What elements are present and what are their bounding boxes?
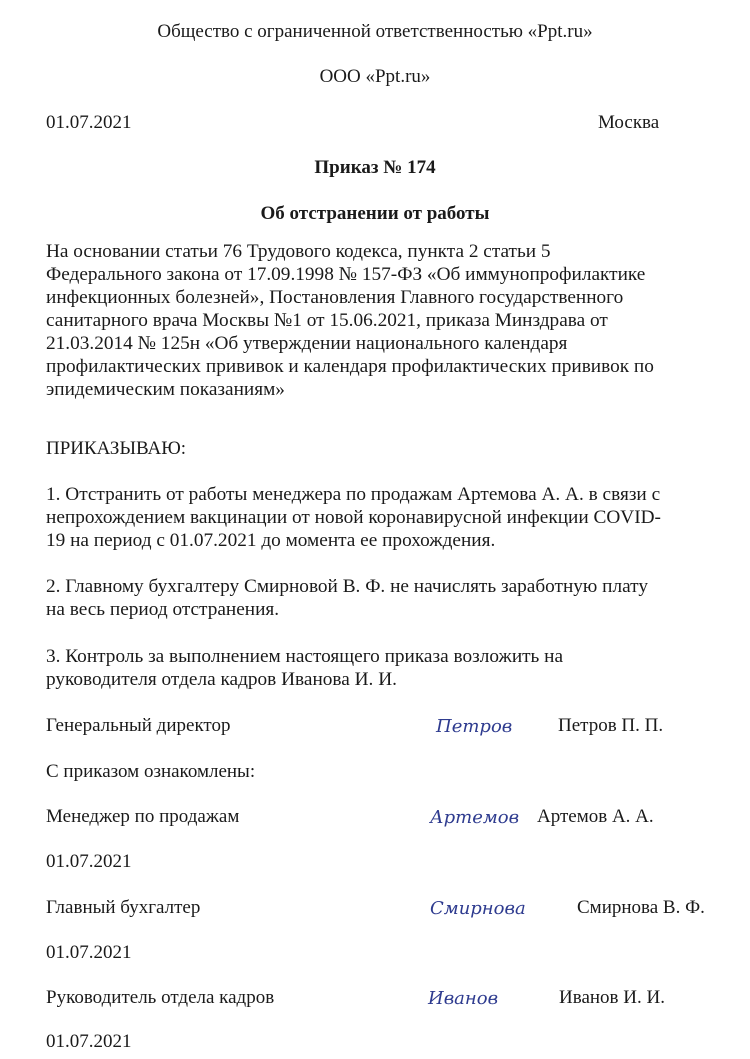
order-word: ПРИКАЗЫВАЮ: [46, 438, 187, 459]
basis-line: эпидемическим показаниям» [46, 379, 285, 400]
employee-signature: Смирнова [430, 898, 526, 919]
employee-signature: Иванов [428, 988, 499, 1009]
employee-name: Иванов И. И. [559, 987, 665, 1008]
employee-date: 01.07.2021 [46, 942, 132, 963]
item-line: 19 на период с 01.07.2021 до момента ее прохождения. [46, 530, 496, 551]
acquainted-label: С приказом ознакомлены: [46, 761, 256, 782]
employee-date: 01.07.2021 [46, 851, 132, 872]
employee-position: Руководитель отдела кадров [46, 987, 275, 1008]
order-item-3 [46, 645, 726, 691]
basis-paragraph [46, 240, 726, 401]
item-line: 3. Контроль за выполнением настоящего приказа возложить на [46, 646, 564, 667]
org-full-name: Общество с ограниченной ответственностью «Ppt.ru» [157, 21, 593, 42]
basis-line: Федерального закона от 17.09.1998 № 157-ФЗ «Об иммунопрофилактике [46, 264, 646, 285]
item-line: 1. Отстранить от работы менеджера по продажам Артемова А. А. в связи с [46, 484, 661, 505]
item-line: 2. Главному бухгалтеру Смирновой В. Ф. не начислять заработную плату [46, 576, 648, 597]
employee-date: 01.07.2021 [46, 1031, 132, 1052]
employee-position: Главный бухгалтер [46, 897, 201, 918]
item-line: руководителя отдела кадров Иванова И. И. [46, 669, 397, 690]
director-signature: Петров [436, 716, 513, 737]
document-city: Москва [598, 112, 660, 133]
document-date: 01.07.2021 [46, 112, 132, 133]
basis-line: На основании статьи 76 Трудового кодекса, пункта 2 статьи 5 [46, 241, 551, 262]
order-subject: Об отстранении от работы [260, 203, 490, 224]
employee-position: Менеджер по продажам [46, 806, 240, 827]
basis-line: профилактических прививок и календаря профилактических прививок по [46, 356, 654, 377]
employee-name: Смирнова В. Ф. [577, 897, 705, 918]
basis-line: санитарного врача Москвы №1 от 15.06.2021, приказа Минздрава от [46, 310, 608, 331]
director-name: Петров П. П. [558, 715, 664, 736]
director-position: Генеральный директор [46, 715, 231, 736]
order-item-1 [46, 483, 726, 552]
item-line: непрохождением вакцинации от новой коронавирусной инфекции COVID- [46, 507, 661, 528]
org-short-name: ООО «Ppt.ru» [319, 66, 431, 87]
basis-line: 21.03.2014 № 125н «Об утверждении национального календаря [46, 333, 568, 354]
order-number: Приказ № 174 [314, 157, 436, 178]
item-line: на весь период отстранения. [46, 599, 280, 620]
basis-line: инфекционных болезней», Постановления Главного государственного [46, 287, 624, 308]
employee-signature: Артемов [430, 807, 520, 828]
order-item-2 [46, 575, 726, 621]
employee-name: Артемов А. А. [537, 806, 654, 827]
